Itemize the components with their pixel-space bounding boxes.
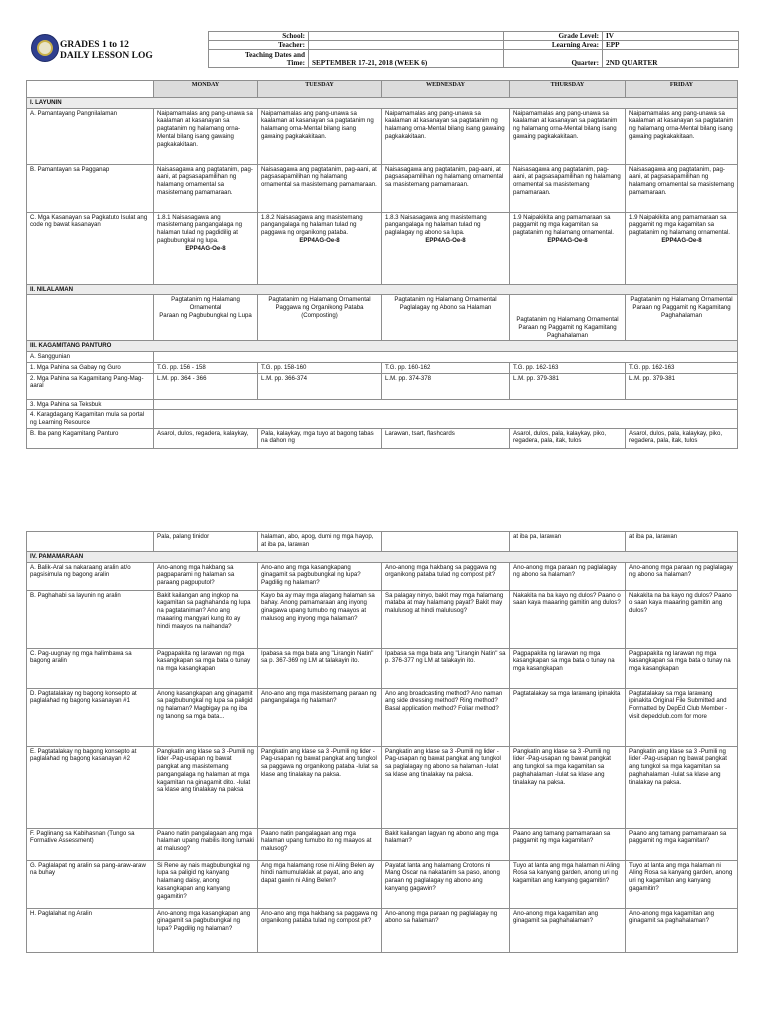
day-thursday: THURSDAY: [510, 81, 626, 98]
brand-line-2: DAILY LESSON LOG: [60, 51, 153, 61]
brand-line-1: GRADES 1 to 12: [60, 40, 129, 50]
row-label: A. Pamantayang Pangnilalaman: [27, 108, 154, 164]
quarter-value: 2ND QUARTER: [603, 50, 739, 68]
cell-monday: Ano-anong mga hakbang sa pagpaparami ng halaman sa paraang pagpuputol?: [154, 562, 258, 590]
school-value: [309, 32, 504, 41]
row-learning-resource: [27, 410, 738, 428]
cell-wednesday: Ano-anong mga paraan ng paglalagay ng abono sa halaman?: [382, 908, 510, 952]
row-gabay-ng-guro: [27, 362, 738, 373]
row-label: B. Pamantayan sa Pagganap: [27, 164, 154, 212]
cell-thursday: Paano ang tamang pamamaraan sa paggamit ng mga kagamitan?: [510, 828, 626, 860]
grade-level-value: IV: [603, 32, 739, 41]
topic-subline: Paraan ng Pagbubungkal ng Lupa: [159, 311, 252, 319]
cell-thursday: [510, 295, 626, 341]
cell-tuesday: Naisasagawa ang pagtatanim, pag-aani, at pagsasapamilihan ng halamang ornamental sa masistemang pamamaraan.: [258, 164, 382, 212]
section-pamamaraan: [27, 552, 738, 563]
cell-thursday: Ano-anong mga kagamitan ang ginagamit sa paghahalaman?: [510, 908, 626, 952]
cell-monday: Pagpapakita ng larawan ng mga kasangkapan sa mga bata o tunay na mga kasangkapan: [154, 648, 258, 688]
section-title-nilalaman: II. NILALAMAN: [27, 284, 738, 295]
cell-monday: Paano natin pangalagaan ang mga halaman upang mabilis itong lumaki at malusog?: [154, 828, 258, 860]
cell-friday: Nakakita na ba kayo ng dulos? Paano o saan kaya maaaring gamitin ang dulos?: [626, 590, 738, 648]
competency-text: 1.8.1 Naisasagawa ang masistemang pangangalaga ng halaman tulad ng pagdidilig at pagbubungkal ng lupa.: [157, 213, 243, 244]
teaching-dates-label: [209, 50, 309, 68]
lesson-log-table-page2: [26, 531, 738, 953]
topic-subline: Paglalagay ng Abono sa Halaman: [399, 304, 492, 312]
cell-tuesday: halaman, abo, apog, dumi ng mga hayop, at iba pa, larawan: [258, 532, 382, 552]
lesson-log-table-page1: [26, 80, 738, 449]
row-paglalahat: [27, 908, 738, 952]
cell-tuesday: Kayo ba ay may mga alagang halaman sa bahay. Anong pamamaraan ang inyong ginagawa upang tumubo ng maayos at malusog ang inyong mga halaman?: [258, 590, 382, 648]
row-label: A. Sanggunian: [27, 352, 154, 363]
competency-text: 1.9 Naipakikita ang pamamaraan sa paggamit ng mga kagamitan sa pagtatanim ng halamang ornamental.: [629, 213, 730, 237]
quarter-label: Quarter:: [504, 50, 603, 68]
competency-text: 1.9 Naipakikita ang pamamaraan sa paggamit ng mga kagamitan sa pagtatanim ng halamang ornamental.: [513, 213, 614, 237]
teacher-label: Teacher:: [209, 41, 309, 50]
cell-tuesday: Ipabasa sa mga bata ang "Lirangin Natin" sa p. 367-369 ng LM at talakayin ito.: [258, 648, 382, 688]
row-paglalapat: [27, 860, 738, 908]
row-label: C. Mga Kasanayan sa Pagkatuto Isulat ang code ng bawat kasanayan: [27, 212, 154, 284]
row-paglinang-sa-kabihasnan: [27, 828, 738, 860]
cell-monday: Bakit kailangan ang ingkop na kagamitan sa paghahanda ng lupa na pagtataniman? Ano ang maaaring mangyari kung ito ay hindi maayos na naihanda?: [154, 590, 258, 648]
topic-subline: Paraan ng Paggamit ng Kagamitang Paghahalaman: [632, 304, 731, 319]
row-label: 1. Mga Pahina sa Gabay ng Guro: [27, 362, 154, 373]
cell-tuesday: Pala, kalaykay, mga tuyo at bagong tabas na dahon ng: [258, 428, 382, 448]
day-tuesday: TUESDAY: [258, 81, 382, 98]
day-friday: FRIDAY: [626, 81, 738, 98]
cell-wednesday: T.G. pp. 160-162: [382, 362, 510, 373]
cell-friday: Naisasagawa ang pagtatanim, pag-aani, at pagsasapamilihan ng halamang ornamental sa masistemang pamamaraan.: [626, 164, 738, 212]
competency-text: 1.8.3 Naisasagawa ang masistemang pangangalaga ng halaman tulad ng paglalagay ng abono sa lupa.: [385, 213, 487, 237]
cell-wednesday: Ano-anong mga hakbang sa paggawa ng organikong pataba tulad ng compost pit?: [382, 562, 510, 590]
cell-thursday: Naipamamalas ang pang-unawa sa kaalaman at kasanayan sa pagtatanim ng halamang orna-Mental bilang isang gawaing pagkakakitaan.: [510, 108, 626, 164]
row-iba-pang-kagamitan: [27, 428, 738, 448]
competency-code: EPP4AG-Oe-8: [299, 236, 340, 244]
grade-level-label: Grade Level:: [504, 32, 603, 41]
brand-title: [60, 40, 153, 62]
competency-text: 1.8.2 Naisasagawa ang masistemang pangangalaga ng halaman tulad ng paggawa ng organikong pataba.: [261, 213, 363, 237]
cell-monday: Naisasagawa ang pagtatanim, pag-aani, at pagsasapamilihan ng halamang ornamental sa masistemang pamamaraan.: [154, 164, 258, 212]
cell-friday: Ano-anong mga paraan ng paglalagay ng abono sa halaman?: [626, 562, 738, 590]
cell-friday: L.M. pp. 379-381: [626, 373, 738, 399]
cell-monday: Si Rene ay nais magbubungkal ng lupa sa paligid ng kanyang halamang daisy, anong kasangkapan ang kanyang gagamitin?: [154, 860, 258, 908]
row-paghahabi-sa-layunin: [27, 590, 738, 648]
cell-empty: [154, 352, 738, 363]
topic-line: Pagtatanim ng Halamang Ornamental: [516, 316, 619, 324]
cell-tuesday: Paano natin pangalagaan ang mga halaman upang tumubo ito ng maayos at malusog?: [258, 828, 382, 860]
row-label: C. Pag-uugnay ng mga halimbawa sa bagong aralin: [27, 648, 154, 688]
teaching-dates-label-line1: Teaching Dates and: [244, 50, 305, 59]
cell-wednesday: Sa palagay ninyo, bakit may mga halamang mataba at may halamang payat? Bakit may malulusog at hindi malulusog?: [382, 590, 510, 648]
cell-thursday: Ano-anong mga paraan ng paglalagay ng abono sa halaman?: [510, 562, 626, 590]
row-label: A. Balik-Aral sa nakaraang aralin at/o pagsisimula ng bagong aralin: [27, 562, 154, 590]
cell-monday: L.M. pp. 364 - 366: [154, 373, 258, 399]
day-header-row: [27, 81, 738, 98]
cell-tuesday: Ang mga halamang rose ni Aling Belen ay hindi namumulaklak at payat, ano ang dapat gawin ni Aling Belen?: [258, 860, 382, 908]
cell-thursday: Naisasagawa ang pagtatanim, pag-aani, at pagsasapamilihan ng halamang ornamental sa masistemang pamamaraan.: [510, 164, 626, 212]
cell-friday: [626, 212, 738, 284]
row-label: B. Paghahabi sa layunin ng aralin: [27, 590, 154, 648]
cell-friday: Paano ang tamang pamamaraan sa paggamit ng mga kagamitan?: [626, 828, 738, 860]
row-kagamitang-mag-aaral: [27, 373, 738, 399]
row-label: 3. Mga Pahina sa Teksbuk: [27, 399, 154, 410]
cell-thursday: Asarol, dulos, pala, kalaykay, piko, regadera, pala, itak, tulos: [510, 428, 626, 448]
row-label: H. Paglalahat ng Aralin: [27, 908, 154, 952]
section-kagamitang-panturo: [27, 341, 738, 352]
cell-thursday: at iba pa, larawan: [510, 532, 626, 552]
teacher-value: [309, 41, 504, 50]
cell-empty: [154, 410, 738, 428]
competency-code: EPP4AG-Oe-8: [185, 244, 226, 252]
row-teksbuk: [27, 399, 738, 410]
row-label: 2. Mga Pahina sa Kagamitang Pang-Mag-aaral: [27, 373, 154, 399]
cell-thursday: T.G. pp. 162-163: [510, 362, 626, 373]
section-layunin: [27, 98, 738, 109]
row-pagtatalakay-2: [27, 746, 738, 828]
cell-friday: Pangkatin ang klase sa 3 -Pumili ng lider -Pag-usapan ng bawat pangkat ang tungkol sa mga kagamitan sa paghahalaman -Iulat sa klase ang tinalakay na paksa.: [626, 746, 738, 828]
header-info-table: [208, 31, 739, 68]
cell-tuesday: [258, 295, 382, 341]
row-kasanayan-sa-pagkatuto: [27, 212, 738, 284]
cell-wednesday: Pangkatin ang klase sa 3 -Pumili ng lider -Pag-usapan ng bawat pangkat ang tungkol sa paglalagay ng abono sa halaman -Iulat sa klase ang tinalakay na paksa.: [382, 746, 510, 828]
learning-area-label: Learning Area:: [504, 41, 603, 50]
section-nilalaman: [27, 284, 738, 295]
cell-tuesday: Ano-ano ang mga kasangkapang ginagamit sa pagbubungkal ng lupa? Pagdilig ng halaman?: [258, 562, 382, 590]
cell-tuesday: [258, 212, 382, 284]
cell-friday: at iba pa, larawan: [626, 532, 738, 552]
cell-wednesday: Ano ang broadcasting method? Ano naman ang side dressing method? Ring method? Basal application method? Foliar method?: [382, 688, 510, 746]
cell-thursday: Nakakita na ba kayo ng dulos? Paano o saan kaya maaaring gamitin ang dulos?: [510, 590, 626, 648]
competency-code: EPP4AG-Oe-8: [661, 236, 702, 244]
cell-tuesday: Pangkatin ang klase sa 3 -Pumili ng lider -Pag-usapan ng bawat pangkat ang tungkol sa paggawa ng organikong pataba -Iulat sa klase ang tinalakay na paksa.: [258, 746, 382, 828]
cell-friday: T.G. pp. 162-163: [626, 362, 738, 373]
row-pamantayang-pangnilalaman: [27, 108, 738, 164]
cell-thursday: [510, 212, 626, 284]
row-pagtatalakay-1: [27, 688, 738, 746]
cell-monday: T.G. pp. 156 - 158: [154, 362, 258, 373]
day-wednesday: WEDNESDAY: [382, 81, 510, 98]
row-label: F. Paglinang sa Kabihasnan (Tungo sa Formative Assessment): [27, 828, 154, 860]
cell-tuesday: L.M. pp. 366-374: [258, 373, 382, 399]
row-label: B. Iba pang Kagamitang Panturo: [27, 428, 154, 448]
cell-tuesday: Ano-ano ang mga masistemang paraan ng pangangalaga ng halaman?: [258, 688, 382, 746]
cell-friday: Naipamamalas ang pang-unawa sa kaalaman at kasanayan sa pagtatanim ng halamang orna-Mental bilang isang gawaing pagkakakitaan.: [626, 108, 738, 164]
learning-area-value: EPP: [603, 41, 739, 50]
day-monday: MONDAY: [154, 81, 258, 98]
row-label: E. Pagtatalakay ng bagong konsepto at paglalahad ng bagong kasanayan #2: [27, 746, 154, 828]
topic-line: Pagtatanim ng Halamang Ornamental: [268, 296, 371, 304]
row-pag-uugnay: [27, 648, 738, 688]
cell-friday: Tuyo at lanta ang mga halaman ni Aling Rosa sa kanyang garden, anong uri ng kagamitan ang kanyang gagamitin?: [626, 860, 738, 908]
cell-thursday: Tuyo at lanta ang mga halaman ni Aling Rosa sa kanyang garden, anong uri ng kagamitan ang kanyang gagamitin?: [510, 860, 626, 908]
cell-monday: Ano-anong mga kasangkapan ang ginagamit sa pagbubungkal ng lupa? Pagdilig ng halaman?: [154, 908, 258, 952]
school-label: School:: [209, 32, 309, 41]
row-label-empty: [27, 295, 154, 341]
cell-monday: Pangkatin ang klase sa 3 -Pumili ng lider -Pag-usapan ng bawat pangkat ang masistemang pangangalaga ng halaman at mga kagamitan na ginagamit dito. -Iulat sa klase ang tinalakay na paksa: [154, 746, 258, 828]
row-balik-aral: [27, 562, 738, 590]
cell-monday: Naipamamalas ang pang-unawa sa kaalaman at kasanayan sa pagtatanim ng halamang orna-Mental bilang isang gawaing pagkakakitaan.: [154, 108, 258, 164]
row-pamantayan-sa-pagganap: [27, 164, 738, 212]
topic-line: Pagtatanim ng Halamang Ornamental: [630, 296, 733, 304]
row-label: D. Pagtatalakay ng bagong konsepto at paglalahad ng bagong kasanayan #1: [27, 688, 154, 746]
topic-line: Pagtatanim ng Halamang Ornamental: [171, 296, 240, 312]
section-title-layunin: I. LAYUNIN: [27, 98, 738, 109]
topic-subline: Paggawa ng Organikong Pataba (Composting): [275, 304, 364, 319]
cell-friday: Pagtatalakay sa mga larawang ipinakita Original File Submitted and Formatted by DepEd Club Member - visit depedclub.com for more: [626, 688, 738, 746]
teaching-dates-label-line2: Time:: [286, 58, 305, 67]
topic-subline: Paraan ng Paggamit ng Kagamitang Paghahalaman: [518, 324, 617, 339]
cell-wednesday: Payatat lanta ang halamang Crotons ni Mang Oscar na nakatanim sa paso, anong paraan ng paglalagay ng abono ang kanyang gagawin?: [382, 860, 510, 908]
row-sanggunian: [27, 352, 738, 363]
cell-tuesday: Naipamamalas ang pang-unawa sa kaalaman at kasanayan sa pagtatanim ng halamang orna-Mental bilang isang gawaing pagkakakitaan.: [258, 108, 382, 164]
competency-code: EPP4AG-Oe-8: [425, 236, 466, 244]
cell-friday: Asarol, dulos, pala, kalaykay, piko, regadera, pala, itak, tulos: [626, 428, 738, 448]
cell-wednesday: Naipamamalas ang pang-unawa sa kaalaman at kasanayan sa pagtatanim ng halamang orna-Mental bilang isang gawaing pagkakakitaan.: [382, 108, 510, 164]
row-nilalaman: [27, 295, 738, 341]
cell-wednesday: [382, 212, 510, 284]
corner-cell: [27, 81, 154, 98]
cell-tuesday: Ano-ano ang mga hakbang sa paggawa ng organikong pataba tulad ng compost pit?: [258, 908, 382, 952]
section-title-kagamitan: III. KAGAMITANG PANTURO: [27, 341, 738, 352]
cell-monday: Asarol, dulos, regadera, kalaykay,: [154, 428, 258, 448]
cell-wednesday: Bakit kailangan lagyan ng abono ang mga halaman?: [382, 828, 510, 860]
row-label: 4. Karagdagang Kagamitan mula sa portal ng Learning Resource: [27, 410, 154, 428]
section-title-pamamaraan: IV. PAMAMARAAN: [27, 552, 738, 563]
cell-wednesday: Ipabasa sa mga bata ang "Lirangin Natin" sa p. 376-377 ng LM at talakayin ito.: [382, 648, 510, 688]
cell-wednesday: [382, 295, 510, 341]
row-label: G. Paglalapat ng aralin sa pang-araw-araw na buhay: [27, 860, 154, 908]
cell-monday: [154, 295, 258, 341]
competency-code: EPP4AG-Oe-8: [547, 236, 588, 244]
deped-seal: [31, 34, 59, 62]
cell-thursday: Pagpapakita ng larawan ng mga kasangkapan sa mga bata o tunay na mga kasangkapan: [510, 648, 626, 688]
cell-monday: Pala, palang tinidor: [154, 532, 258, 552]
row-materials-continued: [27, 532, 738, 552]
cell-wednesday: [382, 532, 510, 552]
cell-monday: Anong kasangkapan ang ginagamit sa pagbubungkal ng lupa sa paligid ng halaman? Magbigay pa ng iba ng tanong sa mga bata...: [154, 688, 258, 746]
cell-friday: [626, 295, 738, 341]
cell-wednesday: Naisasagawa ang pagtatanim, pag-aani, at pagsasapamilihan ng halamang ornamental sa masistemang pamamaraan.: [382, 164, 510, 212]
cell-thursday: Pagtatalakay sa mga larawang ipinakita: [510, 688, 626, 746]
cell-wednesday: L.M. pp. 374-378: [382, 373, 510, 399]
cell-monday: [154, 212, 258, 284]
cell-wednesday: Larawan, tsart, flashcards: [382, 428, 510, 448]
cell-thursday: Pangkatin ang klase sa 3 -Pumili ng lider -Pag-usapan ng bawat pangkat ang tungkol sa mga kagamitan sa paghahalaman -Iulat sa klase ang tinalakay na paksa.: [510, 746, 626, 828]
cell-friday: Pagpapakita ng larawan ng mga kasangkapan sa mga bata o tunay na mga kasangkapan: [626, 648, 738, 688]
topic-line: Pagtatanim ng Halamang Ornamental: [394, 296, 497, 304]
cell-thursday: L.M. pp. 379-381: [510, 373, 626, 399]
teaching-dates-value: SEPTEMBER 17-21, 2018 (WEEK 6): [309, 50, 504, 68]
cell-friday: Ano-anong mga kagamitan ang ginagamit sa paghahalaman?: [626, 908, 738, 952]
cell-tuesday: T.G. pp. 158-160: [258, 362, 382, 373]
cell-empty: [154, 399, 738, 410]
row-label-empty: [27, 532, 154, 552]
